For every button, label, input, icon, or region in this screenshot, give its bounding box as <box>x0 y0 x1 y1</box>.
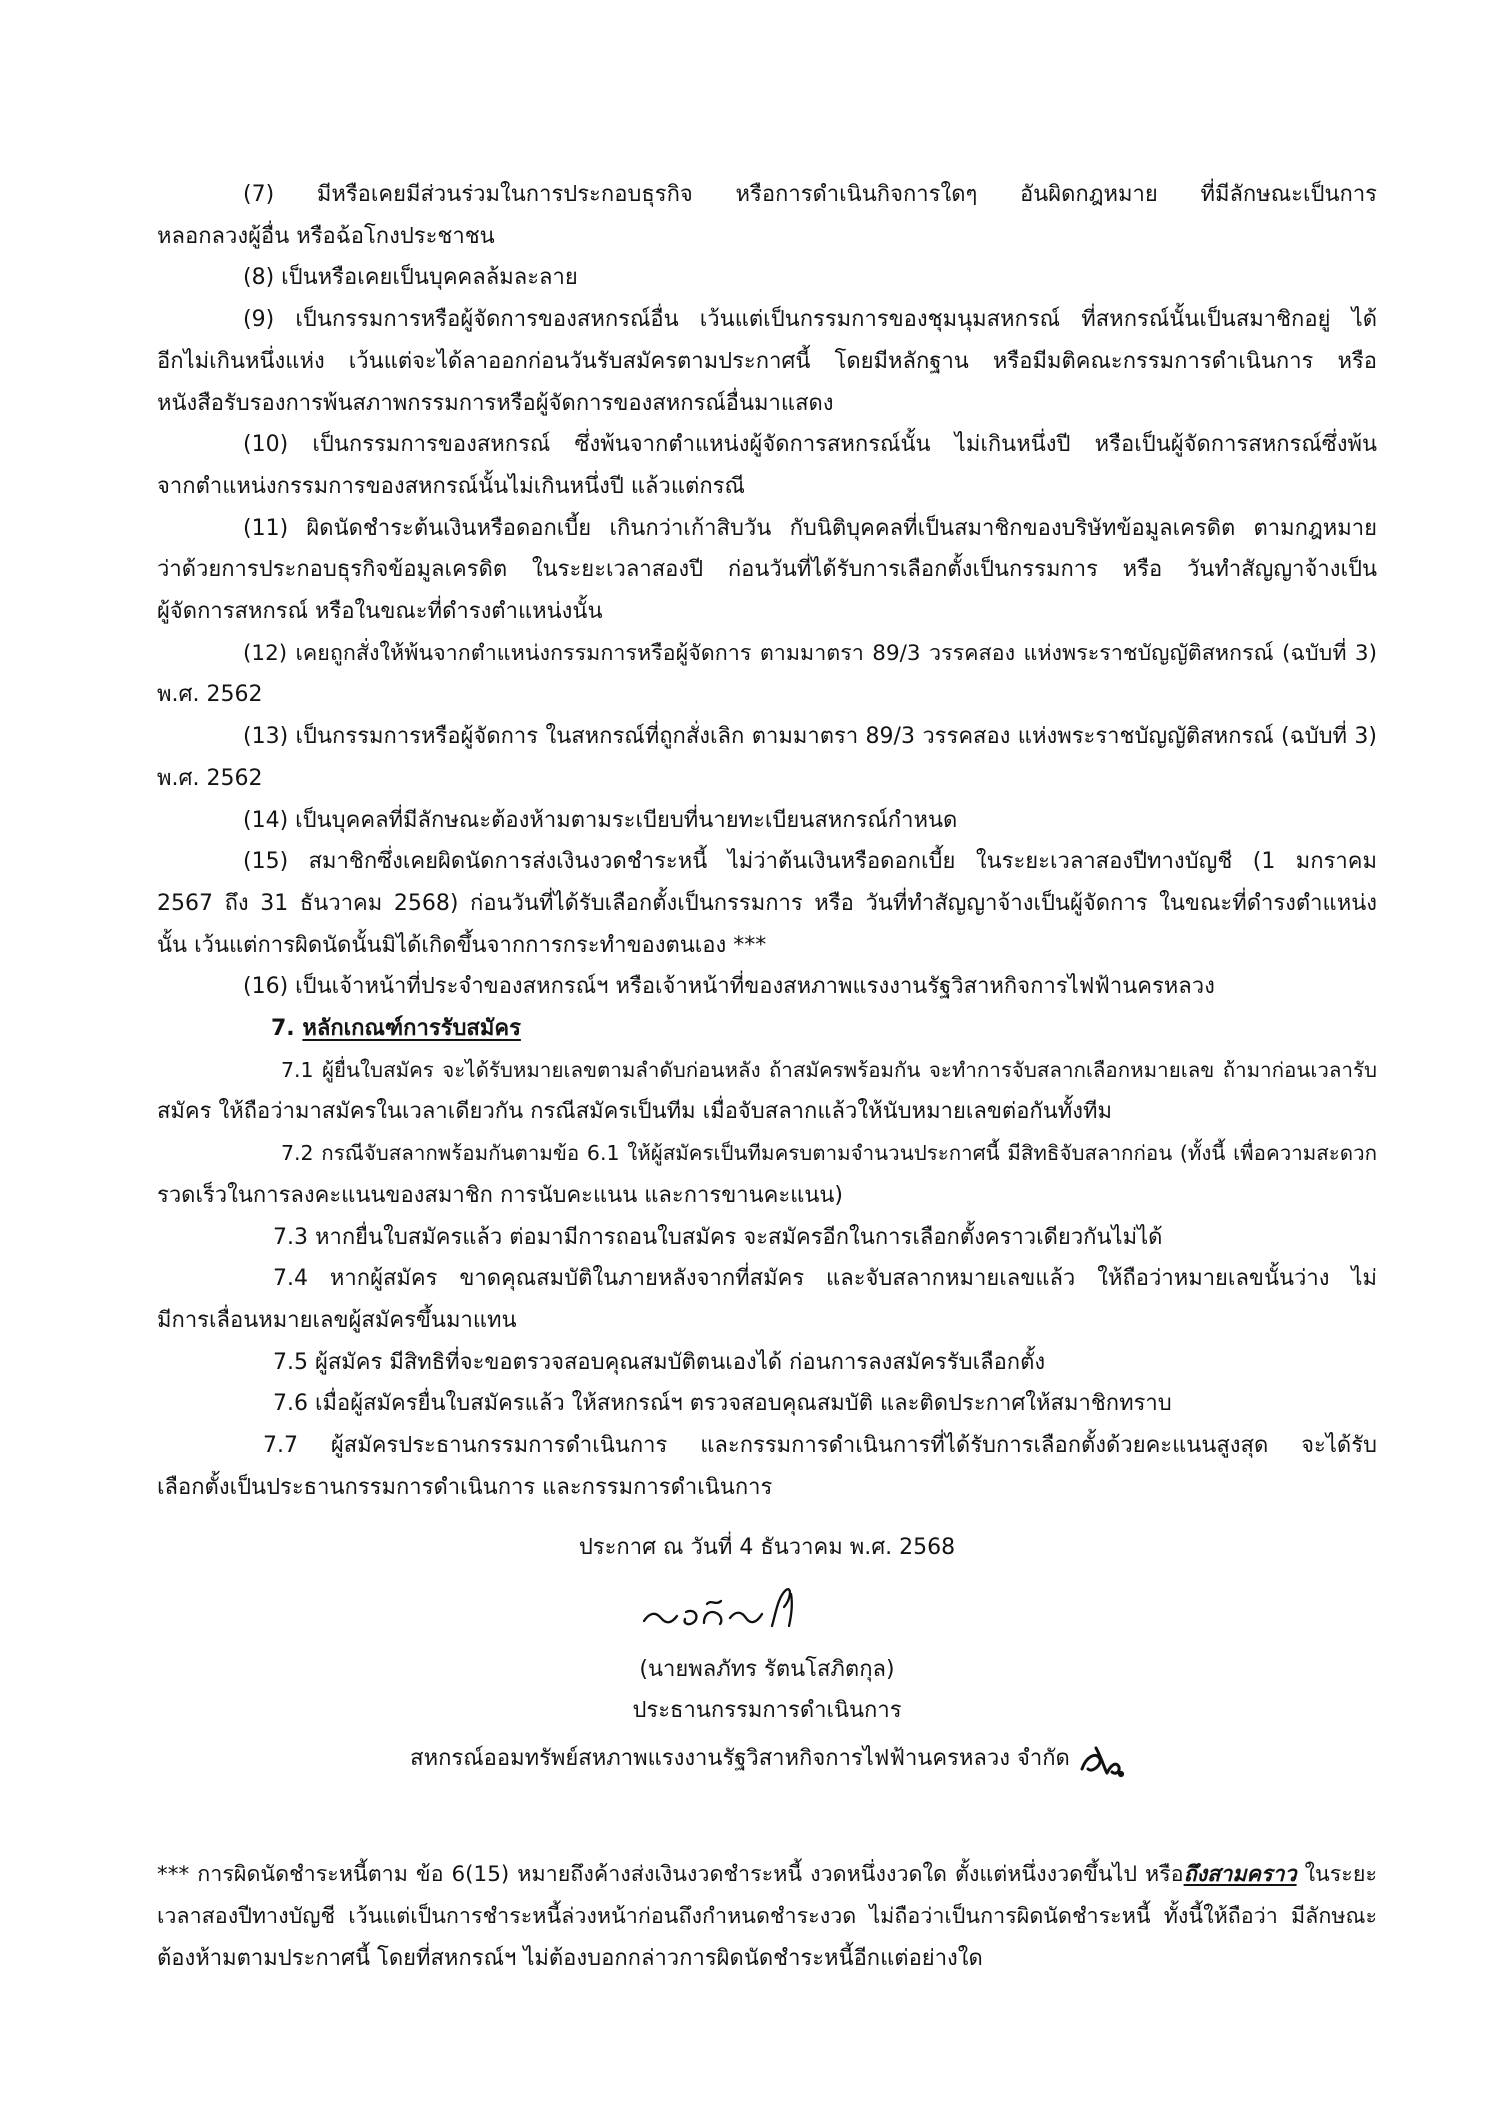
criterion-11 <box>157 508 1377 633</box>
rule-7-1-line-2: สมัคร ให้ถือว่ามาสมัครในเวลาเดียวกัน กรณีสมัครเป็นทีม เมื่อจับสลากแล้วให้นับหมายเลขต่อกันทั้งทีม <box>157 1099 1113 1125</box>
section-title: หลักเกณฑ์การรับสมัคร <box>302 1016 521 1042</box>
section-7 <box>157 1008 1377 1508</box>
rule-7-3 <box>157 1217 1377 1259</box>
criterion-16 <box>157 966 1377 1008</box>
section-heading <box>157 1008 1377 1050</box>
criterion-9-line-2: อีกไม่เกินหนึ่งแห่ง เว้นแต่จะได้ลาออกก่อนวันรับสมัครตามประกาศนี้ โดยมีหลักฐาน หรือมีมติคณะกรรมการดำเนินการ หรือ <box>157 348 1377 374</box>
criterion-9-line-1: (9) เป็นกรรมการหรือผู้จัดการของสหกรณ์อื่น เว้นแต่เป็นกรรมการของชุมนุมสหกรณ์ ที่สหกรณ์นั้นเป็นสมาชิกอยู่ ได้ <box>243 307 1377 333</box>
criterion-9 <box>157 299 1377 424</box>
criterion-12-line-2: พ.ศ. 2562 <box>157 682 263 708</box>
footnote-line-3: ต้องห้ามตามประกาศนี้ โดยที่สหกรณ์ฯ ไม่ต้องบอกกล่าวการผิดนัดชำระหนี้อีกแต่อย่างใด <box>157 1946 983 1971</box>
criterion-10 <box>157 424 1377 507</box>
criterion-14 <box>157 800 1377 842</box>
criterion-14-line-1: (14) เป็นบุคคลที่มีลักษณะต้องห้ามตามระเบียบที่นายทะเบียนสหกรณ์กำหนด <box>243 807 958 833</box>
rule-7-7-line-1: 7.7 ผู้สมัครประธานกรรมการดำเนินการ และกรรมการดำเนินการที่ได้รับการเลือกตั้งด้วยคะแนนสูงสุด จะได้รับ <box>263 1433 1377 1459</box>
criterion-11-line-1: (11) ผิดนัดชำระต้นเงินหรือดอกเบี้ย เกินกว่าเก้าสิบวัน กับนิติบุคคลที่เป็นสมาชิกของบริษัทข้อมูลเครดิต ตามกฎหมาย <box>243 515 1377 541</box>
rule-7-1 <box>157 1050 1377 1133</box>
rule-7-1-line-1: 7.1 ผู้ยื่นใบสมัคร จะได้รับหมายเลขตามลำดับก่อนหลัง ถ้าสมัครพร้อมกัน จะทำการจับสลากเลือกหมายเลข ถ้ามาก่อนเวลารับ <box>281 1057 1377 1082</box>
criterion-15-line-3: นั้น เว้นแต่การผิดนัดนั้นมิได้เกิดขึ้นจากการกระทำของตนเอง *** <box>157 932 767 958</box>
criterion-10-line-1: (10) เป็นกรรมการของสหกรณ์ ซึ่งพ้นจากตำแหน่งผู้จัดการสหกรณ์นั้น ไม่เกินหนึ่งปี หรือเป็นผู้จัดการสหกรณ์ซึ่งพ้น <box>243 432 1377 458</box>
footnote-line-1-end: ในระยะ <box>1304 1862 1377 1887</box>
rule-7-7-line-2: เลือกตั้งเป็นประธานกรรมการดำเนินการ และกรรมการดำเนินการ <box>157 1474 773 1500</box>
criterion-11-line-2: ว่าด้วยการประกอบธุรกิจข้อมูลเครดิต ในระยะเวลาสองปี ก่อนวันที่ได้รับการเลือกตั้งเป็นกรรมการ หรือ วันทำสัญญาจ้างเป็น <box>157 557 1377 583</box>
rule-7-5-line-1: 7.5 ผู้สมัคร มีสิทธิที่จะขอตรวจสอบคุณสมบัติตนเองได้ ก่อนการลงสมัครรับเลือกตั้ง <box>273 1349 1046 1375</box>
criterion-11-line-3: ผู้จัดการสหกรณ์ หรือในขณะที่ดำรงตำแหน่งนั้น <box>157 599 603 625</box>
signer-position: ประธานกรรมการดำเนินการ <box>632 1698 902 1723</box>
criterion-15-line-1: (15) สมาชิกซึ่งเคยผิดนัดการส่งเงินงวดชำระหนี้ ไม่ว่าต้นเงินหรือดอกเบี้ย ในระยะเวลาสองปีทางบัญชี (1 มกราคม <box>243 849 1377 875</box>
rule-7-6-line-1: 7.6 เมื่อผู้สมัครยื่นใบสมัครแล้ว ให้สหกรณ์ฯ ตรวจสอบคุณสมบัติ และติดประกาศให้สมาชิกทราบ <box>273 1391 1172 1417</box>
criterion-7-line-2: หลอกลวงผู้อื่น หรือฉ้อโกงประชาชน <box>157 223 495 249</box>
signature-block <box>157 1527 1377 1787</box>
rule-7-2-line-2: รวดเร็วในการลงคะแนนของสมาชิก การนับคะแนน และการขานคะแนน) <box>157 1182 844 1208</box>
criterion-8-line-1: (8) เป็นหรือเคยเป็นบุคคลล้มละลาย <box>243 265 578 291</box>
footnote-line-1 <box>157 1854 1377 1896</box>
disqualification-list <box>157 174 1377 1008</box>
criterion-8 <box>157 257 1377 299</box>
criterion-7 <box>157 174 1377 257</box>
handwritten-initials <box>1078 1739 1124 1779</box>
criterion-15-line-2: 2567 ถึง 31 ธันวาคม 2568) ก่อนวันที่ได้รับเลือกตั้งเป็นกรรมการ หรือ วันที่ทำสัญญาจ้างเป็นผู้จัดการ ในขณะที่ดำรงตำแหน่ง <box>157 890 1377 916</box>
rule-7-3-line-1: 7.3 หากยื่นใบสมัครแล้ว ต่อมามีการถอนใบสมัคร จะสมัครอีกในการเลือกตั้งคราวเดียวกันไม่ได้ <box>273 1224 1163 1250</box>
organization-name: สหกรณ์ออมทรัพย์สหภาพแรงงานรัฐวิสาหกิจการไฟฟ้านครหลวง จำกัด <box>410 1746 1070 1771</box>
criterion-13 <box>157 716 1377 799</box>
footnote-emphasis: ถึงสามคราว <box>1183 1862 1297 1887</box>
rule-7-4-line-1: 7.4 หากผู้สมัคร ขาดคุณสมบัติในภายหลังจากที่สมัคร และจับสลากหมายเลขแล้ว ให้ถือว่าหมายเลขนั้นว่าง ไม่ <box>273 1266 1377 1292</box>
announcement-body <box>157 174 1377 1509</box>
rule-7-2 <box>157 1133 1377 1216</box>
signer-name: (นายพลภัทร รัตนโสภิตกุล) <box>639 1657 895 1682</box>
organization-line <box>157 1738 1377 1780</box>
rule-7-7 <box>157 1425 1377 1508</box>
footnote-line-1-text: *** การผิดนัดชำระหนี้ตาม ข้อ 6(15) หมายถึงค้างส่งเงินงวดชำระหนี้ งวดหนึ่งงวดใด ตั้งแต่หนึ่งงวดขึ้นไป หรือ <box>157 1862 1184 1887</box>
rule-7-4 <box>157 1258 1377 1341</box>
criterion-9-line-3: หนังสือรับรองการพ้นสภาพกรรมการหรือผู้จัดการของสหกรณ์อื่นมาแสดง <box>157 390 834 416</box>
criterion-16-line-1: (16) เป็นเจ้าหน้าที่ประจำของสหกรณ์ฯ หรือเจ้าหน้าที่ของสหภาพแรงงานรัฐวิสาหกิจการไฟฟ้านครหลวง <box>243 974 1215 1000</box>
footnote <box>157 1854 1377 1980</box>
handwritten-signature <box>640 1581 820 1637</box>
criterion-15 <box>157 841 1377 966</box>
criterion-12-line-1: (12) เคยถูกสั่งให้พ้นจากตำแหน่งกรรมการหรือผู้จัดการ ตามมาตรา 89/3 วรรคสอง แห่งพระราชบัญญัติสหกรณ์ (ฉบับที่ 3) <box>243 640 1377 666</box>
rule-7-5 <box>157 1342 1377 1384</box>
criterion-10-line-2: จากตำแหน่งกรรมการของสหกรณ์นั้นไม่เกินหนึ่งปี แล้วแต่กรณี <box>157 473 745 499</box>
rule-7-2-line-1: 7.2 กรณีจับสลากพร้อมกันตามข้อ 6.1 ให้ผู้สมัครเป็นทีมครบตามจำนวนประกาศนี้ มีสิทธิจับสลากก่อน (ทั้งนี้ เพื่อความสะดวก <box>281 1141 1377 1166</box>
footnote-line-2: เวลาสองปีทางบัญชี เว้นแต่เป็นการชำระหนี้ล่วงหน้าก่อนถึงกำหนดชำระงวด ไม่ถือว่าเป็นการผิดนัดชำระหนี้ ทั้งนี้ให้ถือว่า มีลักษณะ <box>157 1904 1377 1929</box>
rule-7-6 <box>157 1383 1377 1425</box>
announcement-date: ประกาศ ณ วันที่ 4 ธันวาคม พ.ศ. 2568 <box>578 1535 956 1560</box>
section-number: 7. <box>271 1016 295 1042</box>
criterion-13-line-1: (13) เป็นกรรมการหรือผู้จัดการ ในสหกรณ์ที่ถูกสั่งเลิก ตามมาตรา 89/3 วรรคสอง แห่งพระราชบัญญัติสหกรณ์ (ฉบับที่ 3) <box>243 724 1377 750</box>
criterion-12 <box>157 633 1377 716</box>
rule-7-4-line-2: มีการเลื่อนหมายเลขผู้สมัครขึ้นมาแทน <box>157 1307 517 1333</box>
criterion-13-line-2: พ.ศ. 2562 <box>157 765 263 791</box>
criterion-7-line-1: (7) มีหรือเคยมีส่วนร่วมในการประกอบธุรกิจ หรือการดำเนินกิจการใดๆ อันผิดกฎหมาย ที่มีลักษณะเป็นการ <box>243 182 1377 207</box>
